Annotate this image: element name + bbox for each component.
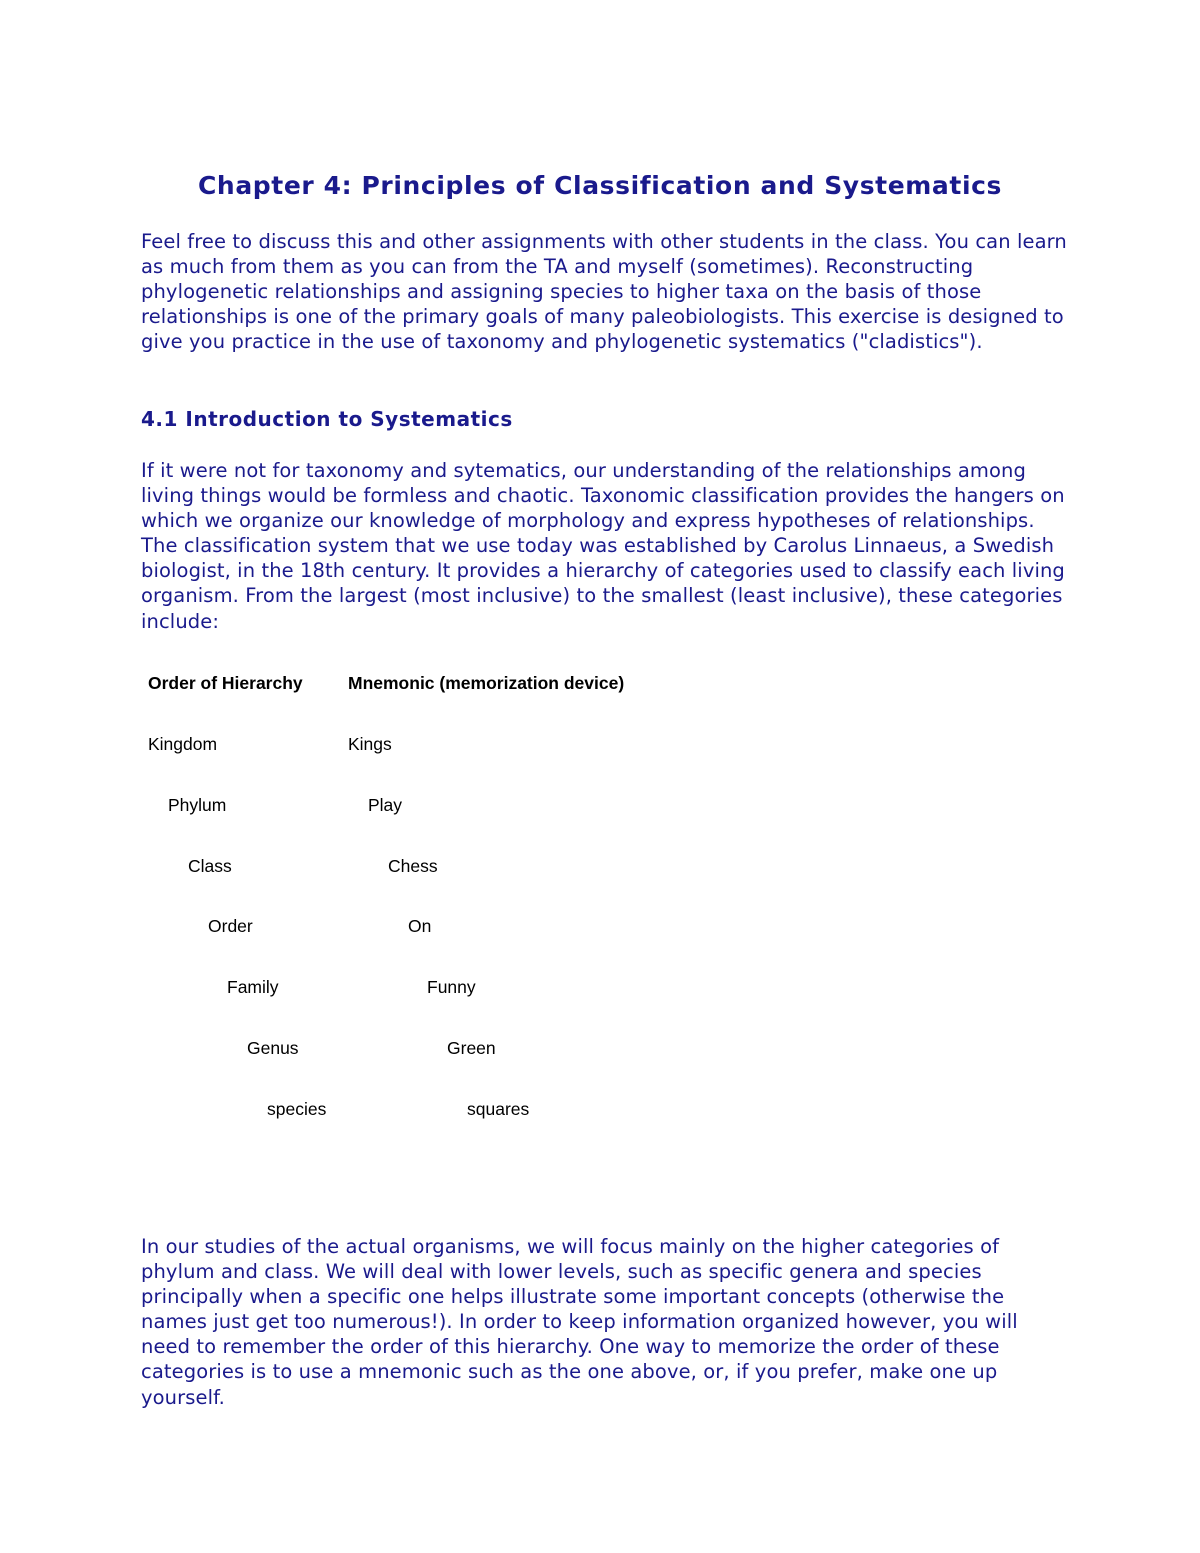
page-title: Chapter 4: Principles of Classification and Systematics xyxy=(197,171,1003,200)
section-paragraph: If it were not for taxonomy and sytematics, our understanding of the relationships among living things would be formless and chaotic. Taxonomic classification provides the hangers on which we organize our knowledge of morphology and express hypotheses of relationships. The classification system that we use today was established by Carolus Linnaeus, a Swedish biologist, in the 18th century. It provides a hierarchy of categories used to classify each living organism. From the largest (most inclusive) to the smallest (least inclusive), these categories include: xyxy=(141,459,1065,633)
rank-genus: Genus xyxy=(247,1038,299,1058)
rank-order: Order xyxy=(208,916,253,936)
mnemonic-play: Play xyxy=(368,795,403,815)
closing-paragraph: In our studies of the actual organisms, we will focus mainly on the higher categories of phylum and class. We will deal with lower levels, such as specific genera and species principally when a specific one helps illustrate some important concepts (otherwise the names just get too numerous!). In order to keep information organized however, you will need to remember the order of this hierarchy. One way to memorize the order of these categories is to use a mnemonic such as the one above, or, if you prefer, make one up yourself. xyxy=(141,1235,1018,1409)
mnemonic-column-header: Mnemonic (memorization device) xyxy=(348,673,625,693)
rank-class: Class xyxy=(188,856,232,876)
mnemonic-green: Green xyxy=(447,1038,496,1058)
mnemonic-squares: squares xyxy=(467,1099,530,1119)
mnemonic-on: On xyxy=(408,916,432,936)
rank-species: species xyxy=(267,1099,327,1119)
intro-paragraph: Feel free to discuss this and other assignments with other students in the class. You can learn as much from them as you can from the TA and myself (sometimes). Reconstructing phylogenetic relationships and assigning species to higher taxa on the basis of those relationships is one of the primary goals of many paleobiologists. This exercise is designed to give you practice in the use of taxonomy and phylogenetic systematics ("cladistics"). xyxy=(141,230,1067,354)
rank-family: Family xyxy=(227,977,279,997)
rank-phylum: Phylum xyxy=(168,795,227,815)
order-column-header: Order of Hierarchy xyxy=(148,673,303,693)
rank-kingdom: Kingdom xyxy=(148,734,218,754)
mnemonic-chess: Chess xyxy=(388,856,438,876)
mnemonic-funny: Funny xyxy=(427,977,476,997)
section-heading: 4.1 Introduction to Systematics xyxy=(141,407,513,431)
mnemonic-kings: Kings xyxy=(348,734,392,754)
